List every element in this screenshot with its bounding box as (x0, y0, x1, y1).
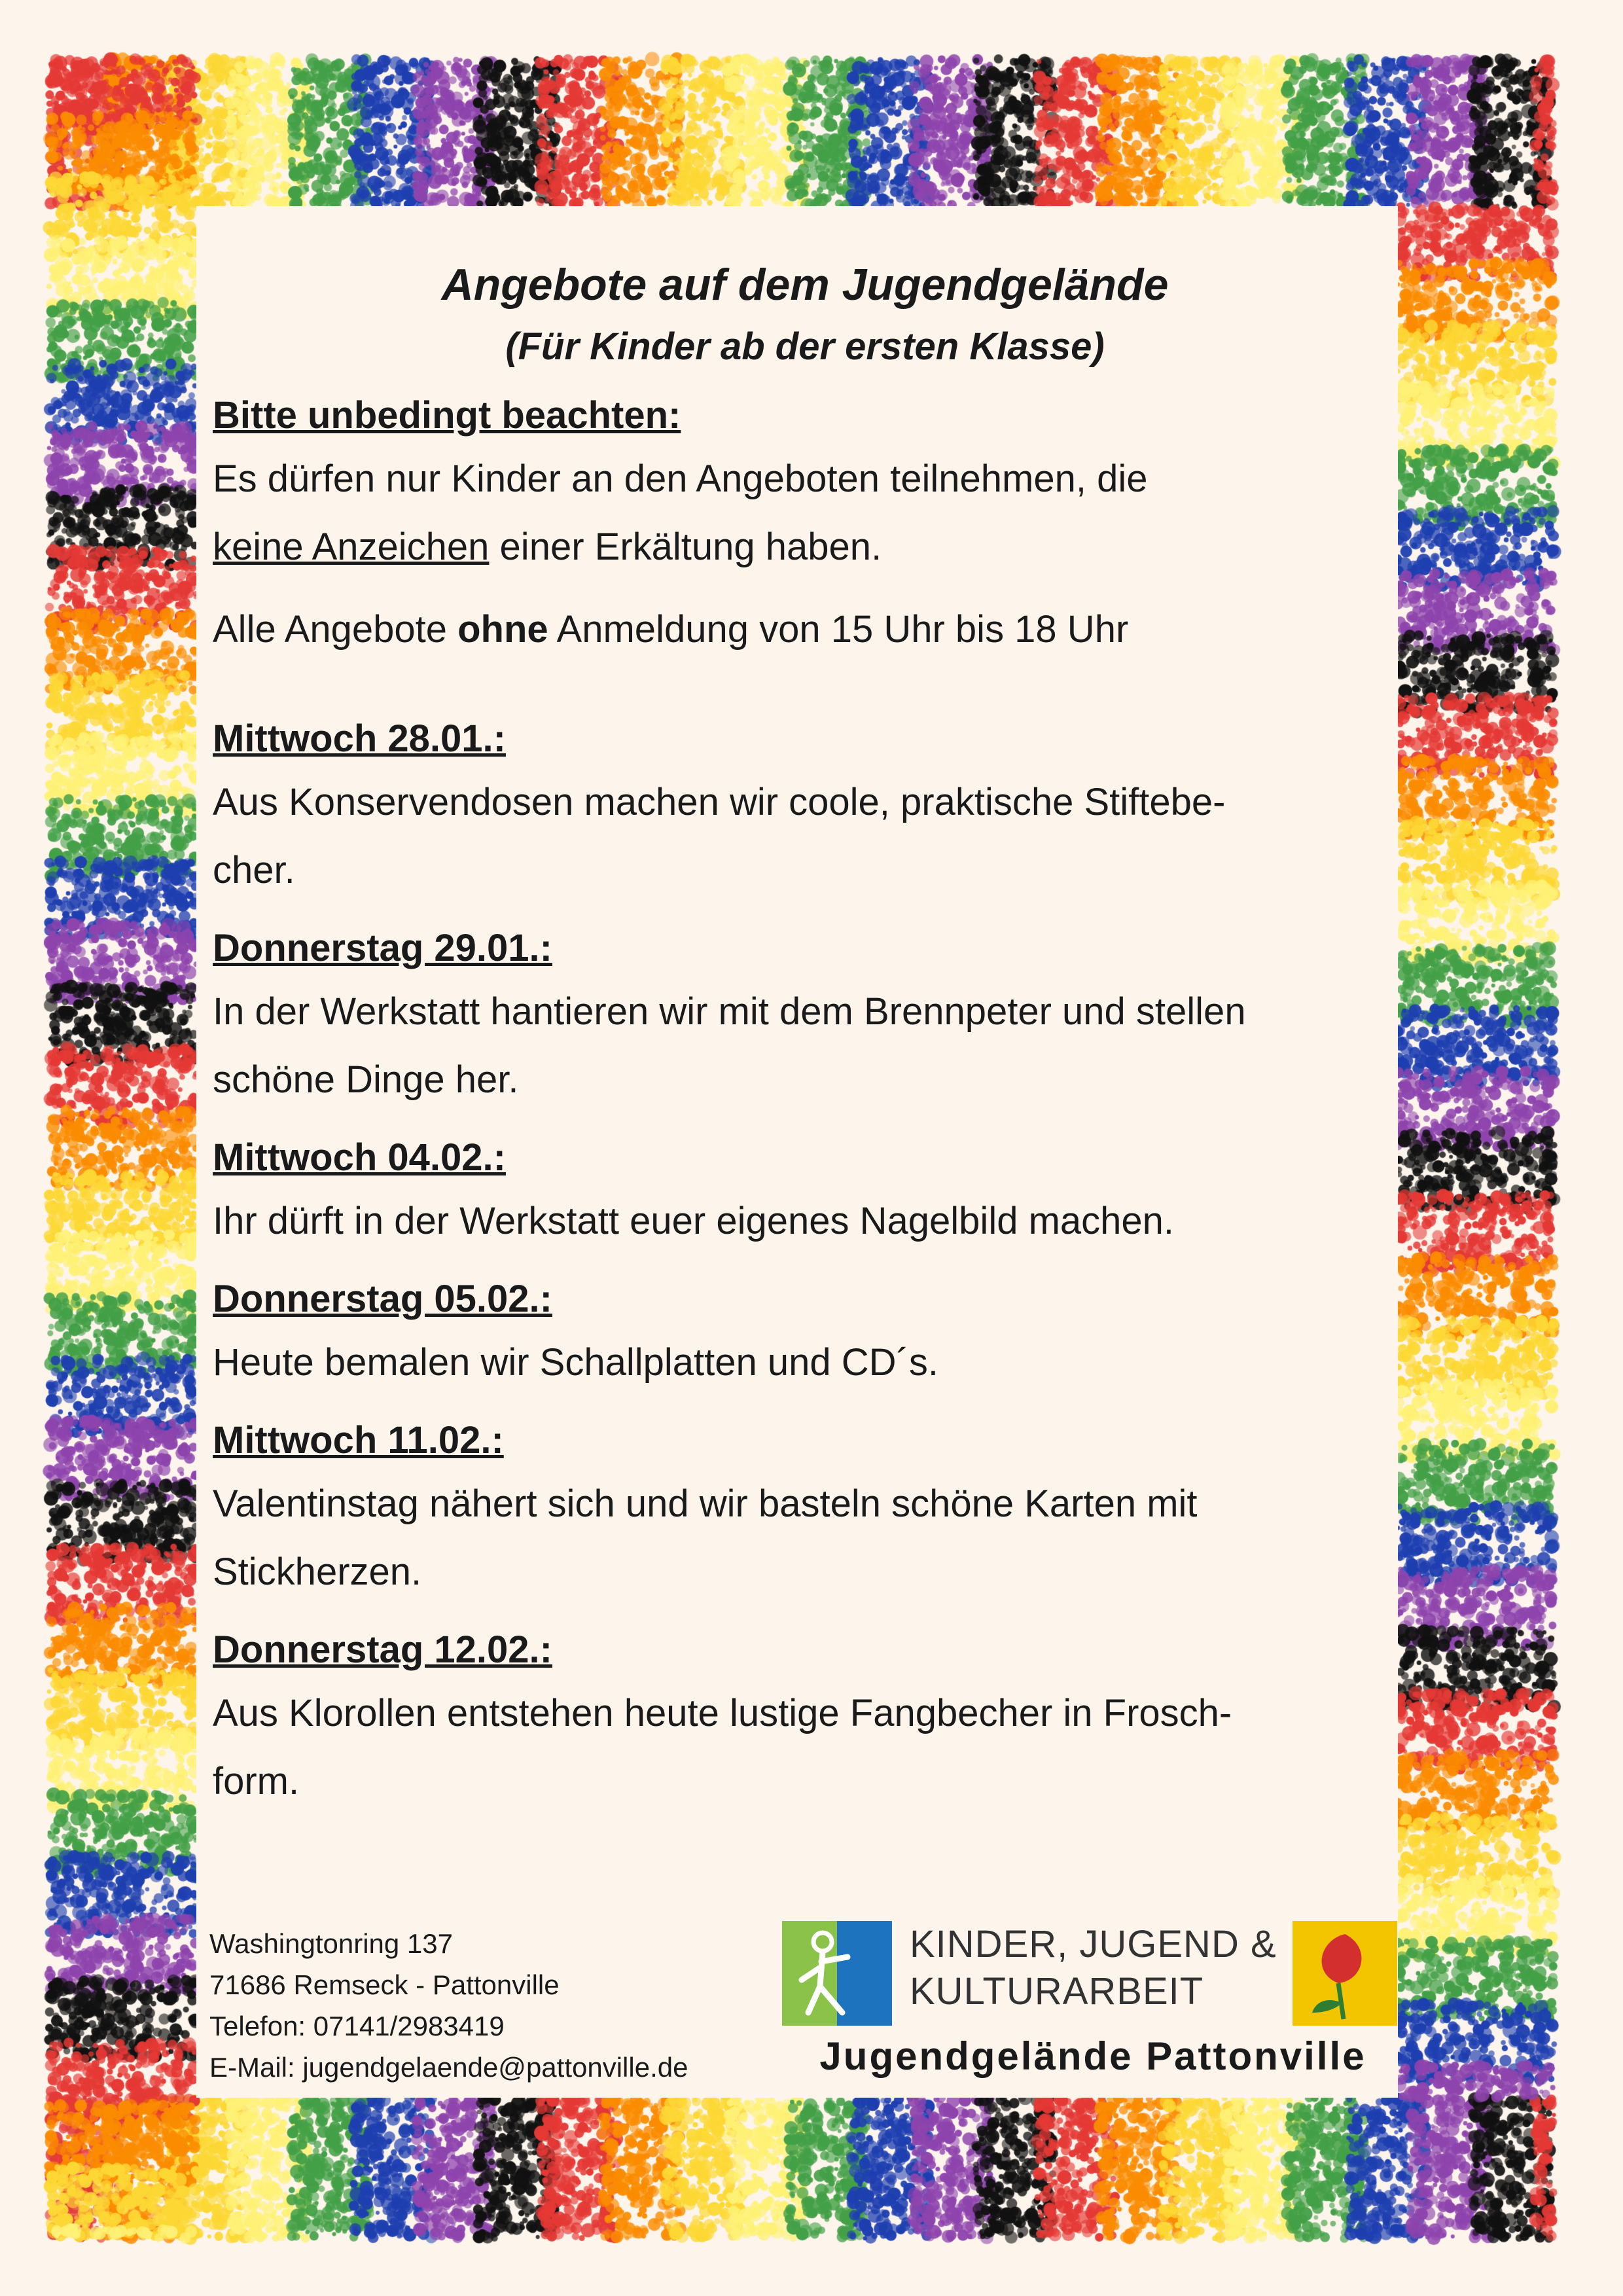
event-entry (213, 709, 1397, 905)
page-subtitle: (Für Kinder ab der ersten Klasse) (505, 325, 1105, 368)
event-date: Donnerstag 12.02.: (213, 1628, 552, 1671)
address-street: Washingtonring 137 (209, 1928, 454, 1959)
address-phone: Telefon: 07141/2983419 (209, 2011, 505, 2041)
event-date: Donnerstag 05.02.: (213, 1278, 552, 1320)
notice-line-1: Es dürfen nur Kinder an den Angeboten teilnehmen, die (213, 457, 1148, 500)
event-entry (213, 1270, 1397, 1397)
hours-bold: ohne (457, 608, 548, 651)
event-date: Mittwoch 04.02.: (213, 1136, 506, 1179)
organization-logo (782, 1921, 1404, 2085)
hours-rest: Anmeldung von 15 Uhr bis 18 Uhr (548, 608, 1129, 651)
rose-logo-icon (1293, 1921, 1397, 2026)
logo-name: Jugendgelände Pattonville (819, 2034, 1366, 2078)
hours-prefix: Alle Angebote (213, 608, 458, 651)
address-city: 71686 Remseck - Pattonville (209, 1969, 560, 2000)
event-text: Ihr dürft in der Werkstatt euer eigenes Nagelbild machen. (213, 1200, 1175, 1242)
event-date: Donnerstag 29.01.: (213, 927, 552, 969)
event-text: Heute bemalen wir Schallplatten und CD´s. (213, 1341, 938, 1384)
address-email: E-Mail: jugendgelaende@pattonville.de (209, 2052, 688, 2083)
flyer-content (213, 255, 1397, 1830)
event-text: In der Werkstatt hantieren wir mit dem Brennpeter und stellen (213, 990, 1246, 1033)
event-entry (213, 1411, 1397, 1606)
event-text: Aus Konservendosen machen wir coole, praktische Stiftebe- (213, 781, 1226, 823)
figure-logo-icon (782, 1921, 892, 2026)
notice-underlined: keine Anzeichen (213, 526, 490, 568)
page-title: Angebote auf dem Jugendgelände (441, 260, 1169, 310)
notice-heading: Bitte unbedingt beachten: (213, 394, 681, 437)
contact-address (209, 1923, 688, 2088)
notice-line-2 (213, 513, 1397, 581)
logo-line-1: KINDER, JUGEND & (910, 1923, 1277, 1965)
event-text: Valentinstag nähert sich und wir basteln schöne Karten mit (213, 1482, 1198, 1525)
event-text: schöne Dinge her. (213, 1058, 519, 1101)
event-entry (213, 919, 1397, 1114)
event-date: Mittwoch 28.01.: (213, 717, 506, 760)
event-entry (213, 1621, 1397, 1816)
event-text: form. (213, 1760, 300, 1803)
event-text: Aus Klorollen entstehen heute lustige Fangbecher in Frosch- (213, 1692, 1232, 1734)
logo-line-2: KULTURARBEIT (910, 1970, 1204, 2013)
event-entry (213, 1128, 1397, 1255)
event-text: Stickherzen. (213, 1551, 422, 1593)
opening-hours (213, 596, 1397, 664)
event-date: Mittwoch 11.02.: (213, 1419, 504, 1462)
logo-text (910, 1921, 1289, 2015)
notice-line-2-rest: einer Erkältung haben. (489, 526, 882, 568)
event-text: cher. (213, 849, 295, 891)
